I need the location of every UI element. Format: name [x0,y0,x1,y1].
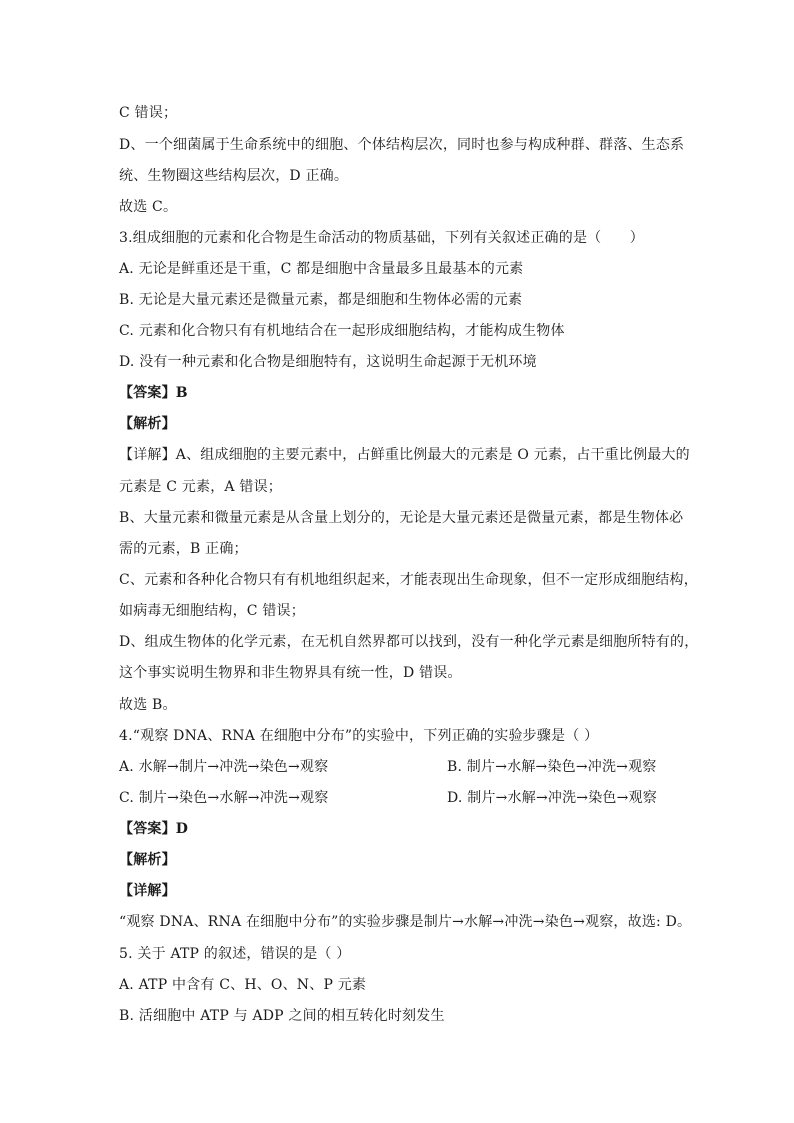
question-4-option-c: C. 制片→染色→水解→冲洗→观察 [119,790,329,806]
question-5-option-b: B. 活细胞中 ATP 与 ADP 之间的相互转化时刻发生 [119,1008,445,1024]
question-5-stem: 5. 关于 ATP 的叙述，错误的是（ ） [119,946,351,962]
question-3-option-a: A. 无论是鲜重还是干重，C 都是细胞中含量最多且最基本的元素 [119,261,524,277]
question-4-option-a: A. 水解→制片→冲洗→染色→观察 [119,759,329,775]
text-line: 这个事实说明生物界和非生物界具有统一性，D 错误。 [119,665,462,681]
detail-line: 【详解】A、组成细胞的主要元素中，占鲜重比例最大的元素是 O 元素，占干重比例最大的 [119,447,690,463]
text-line: 故选 B。 [119,697,177,713]
text-line: C 错误； [119,105,178,121]
question-4-option-d: D. 制片→水解→冲洗→染色→观察 [447,790,657,806]
question-3-option-d: D. 没有一种元素和化合物是细胞特有，这说明生命起源于无机环境 [119,354,537,370]
question-5-option-a: A. ATP 中含有 C、H、O、N、P 元素 [119,977,367,993]
detail-line: “观察 DNA、RNA 在细胞中分布”的实验步骤是制片→水解→冲洗→染色→观察，故选: D。 [119,914,692,930]
text-line: 故选 C。 [119,199,178,215]
detail-label: 【详解】 [119,883,176,899]
text-line: D、组成生物体的化学元素，在无机自然界都可以找到，没有一种化学元素是细胞所特有的， [119,634,699,650]
analysis-label: 【解析】 [119,852,176,868]
question-3-option-c: C. 元素和化合物只有有机地结合在一起形成细胞结构，才能构成生物体 [119,323,565,339]
text-line: C、元素和各种化合物只有有机地组织起来，才能表现出生命现象，但不一定形成细胞结构， [119,572,698,588]
question-3-stem: 3.组成细胞的元素和化合物是生命活动的物质基础，下列有关叙述正确的是（ ） [119,230,644,246]
text-line: 元素是 C 元素，A 错误； [119,479,282,495]
text-line: 如病毒无细胞结构，C 错误； [119,603,305,619]
answer-label: 【答案】B [119,385,188,401]
analysis-label: 【解析】 [119,416,176,432]
question-4-option-b: B. 制片→水解→染色→冲洗→观察 [447,759,657,775]
text-line: 需的元素，B 正确； [119,541,248,557]
question-4-stem: 4.“观察 DNA、RNA 在细胞中分布”的实验中，下列正确的实验步骤是（ ） [119,728,599,744]
text-line: B、大量元素和微量元素是从含量上划分的，无论是大量元素还是微量元素，都是生物体必 [119,510,684,526]
question-3-option-b: B. 无论是大量元素还是微量元素，都是细胞和生物体必需的元素 [119,292,523,308]
text-line: 统、生物圈这些结构层次，D 正确。 [119,168,349,184]
text-line: D、一个细菌属于生命系统中的细胞、个体结构层次，同时也参与构成种群、群落、生态系 [119,137,685,153]
answer-label: 【答案】D [119,821,189,837]
